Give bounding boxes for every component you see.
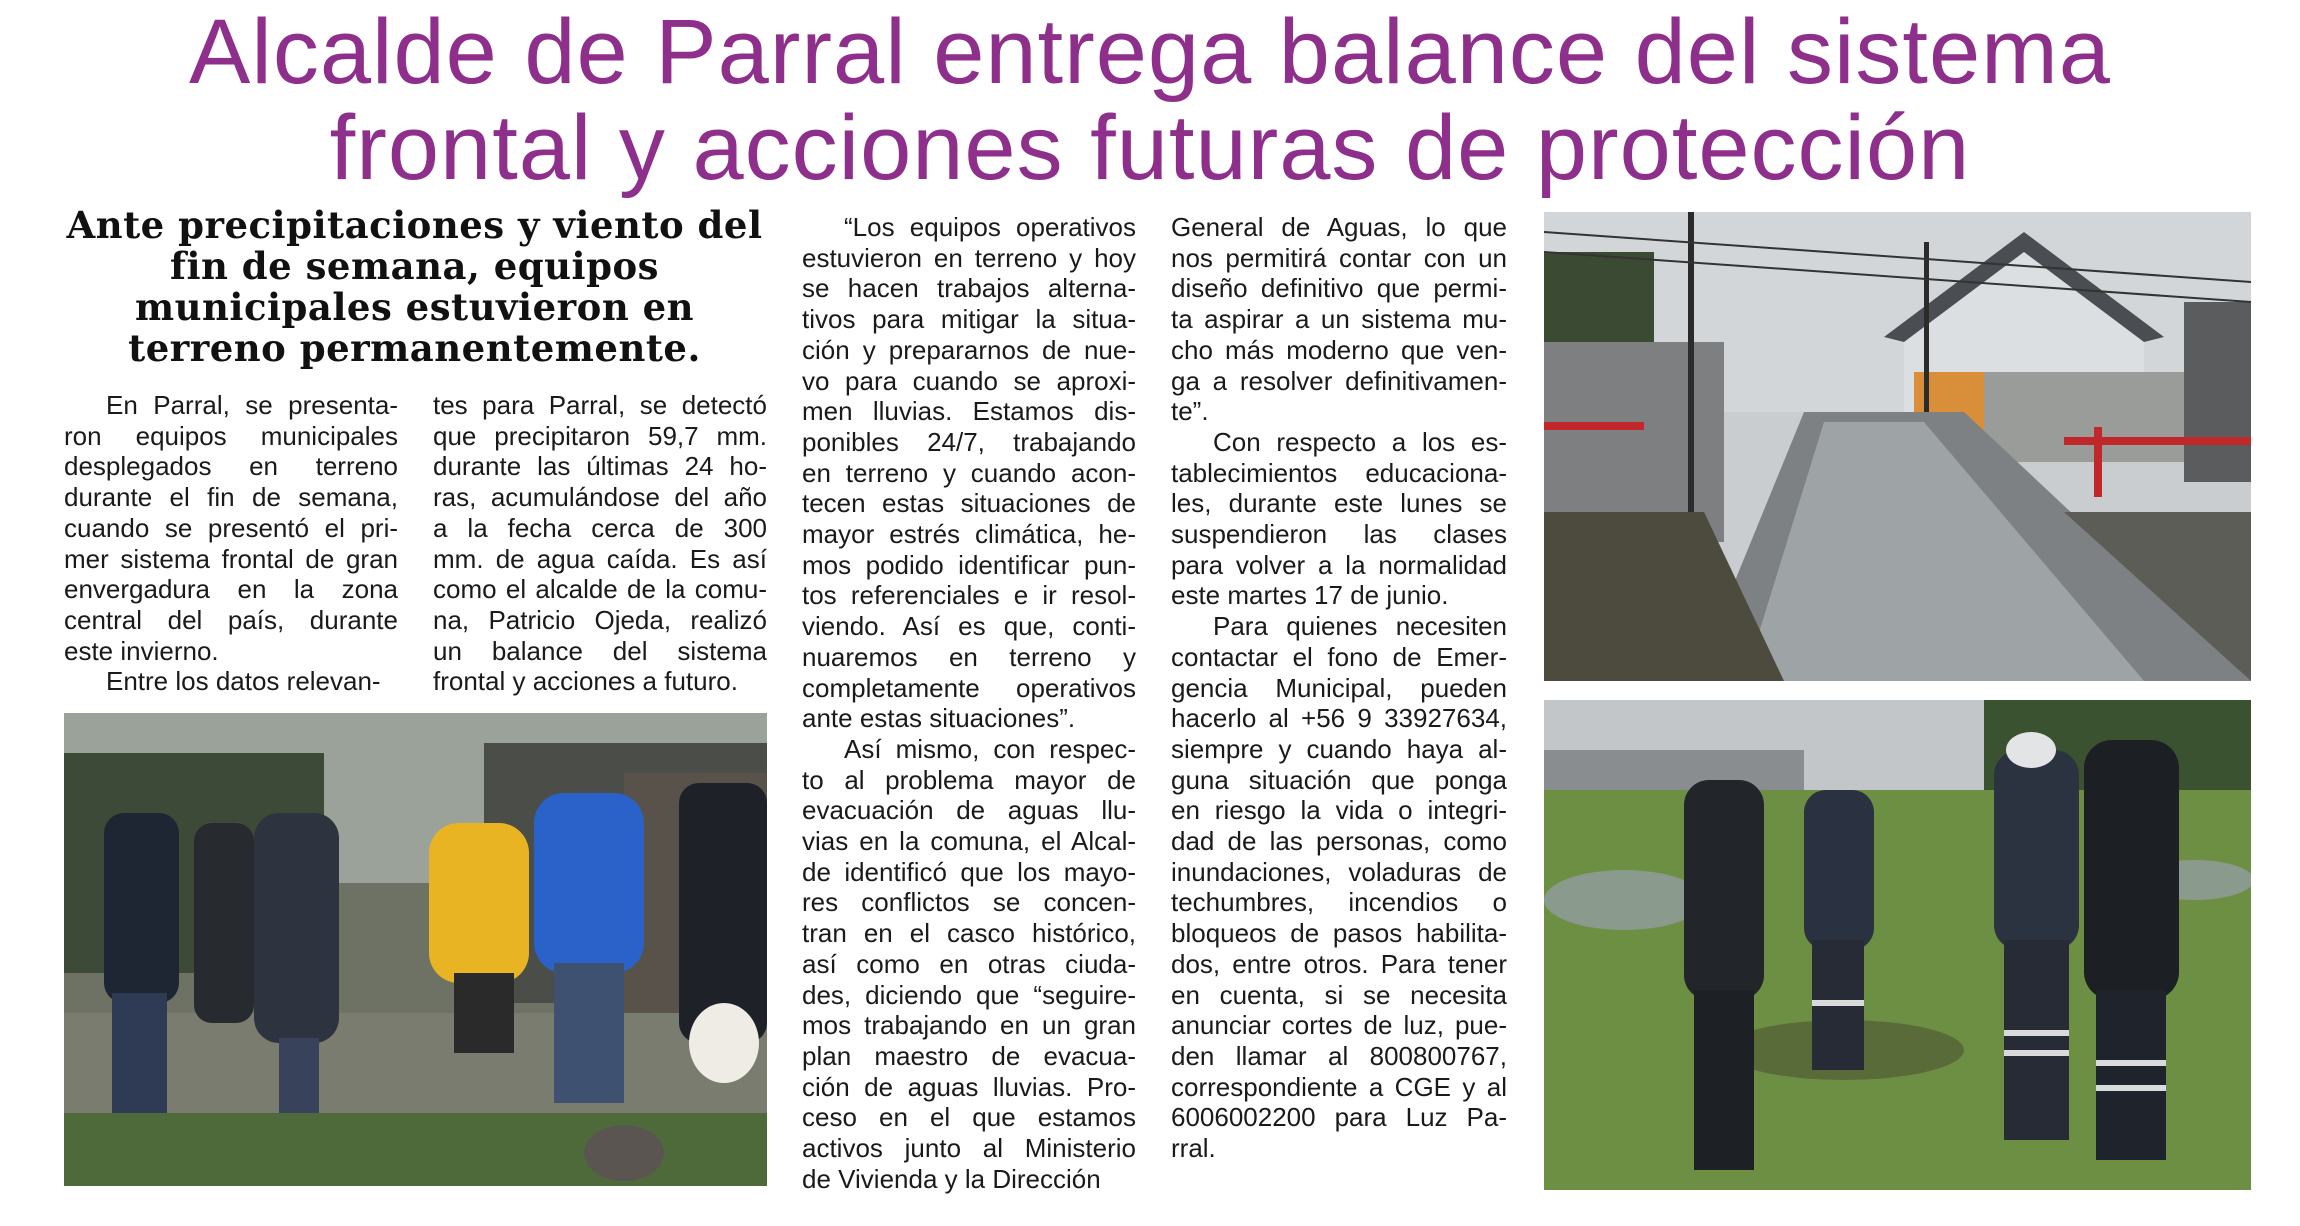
article-text-line: Así mismo, con respec-: [844, 733, 1136, 764]
article-text-line: ción de aguas lluvias. Pro-: [802, 1071, 1136, 1102]
article-text-line: envergadura en la zona: [64, 574, 398, 605]
article-text-line: así como en otras ciuda-: [802, 948, 1136, 979]
subheadline-line-4: terreno permanentemente.: [128, 326, 701, 370]
article-text-line: siempre y cuando haya al-: [1171, 733, 1507, 764]
headline: [0, 1, 2300, 199]
article-text-line: plan maestro de evacua-: [802, 1040, 1136, 1071]
article-text-line: durante el fin de semana,: [64, 482, 398, 513]
article-text-line: suspendieron las clases: [1171, 519, 1507, 550]
article-text-line: mayor estrés climática, he-: [802, 519, 1136, 550]
article-text-line: General de Aguas, lo que: [1171, 212, 1507, 242]
article-text-line: Con respecto a los es-: [1213, 426, 1507, 457]
article-text-line: rral.: [1171, 1133, 1216, 1164]
article-text-line: dad de las personas, como: [1171, 826, 1507, 857]
article-text-line: se hacen trabajos alterna-: [802, 273, 1136, 304]
article-column-4: [1171, 212, 1507, 1164]
article-text-line: tran en el casco histórico,: [802, 918, 1136, 949]
article-text-line: central del país, durante: [64, 604, 398, 635]
article-text-line: contactar el fono de Emer-: [1171, 641, 1507, 672]
article-text-line: completamente operativos: [802, 672, 1136, 703]
article-text-line: que precipitaron 59,7 mm.: [433, 420, 767, 451]
article-text-line: en riesgo la vida o integri-: [1171, 795, 1507, 826]
article-text-line: este martes 17 de junio.: [1171, 580, 1449, 611]
article-text-line: ante estas situaciones”.: [802, 703, 1076, 734]
article-column-2: [433, 390, 767, 697]
article-text-line: na, Patricio Ojeda, realizó: [433, 604, 767, 635]
article-text-line: en cuenta, si se necesita: [1171, 979, 1507, 1010]
article-text-line: te”.: [1171, 396, 1209, 427]
article-text-line: desplegados en terreno: [64, 451, 398, 482]
article-text-line: mer sistema frontal de gran: [64, 543, 398, 574]
article-text-line: este invierno.: [64, 635, 219, 666]
article-text-line: diseño definitivo que permi-: [1171, 273, 1507, 304]
article-text-line: en terreno y cuando acon-: [802, 457, 1136, 488]
article-text-line: tes para Parral, se detectó: [433, 390, 767, 420]
article-text-line: guna situación que ponga: [1171, 764, 1507, 795]
article-text-line: mos podido identificar pun-: [802, 549, 1136, 580]
article-text-line: anunciar cortes de luz, pue-: [1171, 1010, 1507, 1041]
article-text-line: Para quienes necesiten: [1213, 611, 1507, 642]
article-text-line: ción y prepararnos de nue-: [802, 334, 1136, 365]
article-text-line: viendo. Así es que, conti-: [802, 611, 1136, 642]
article-text-line: techumbres, incendios o: [1171, 887, 1507, 918]
article-text-line: res conflictos se concen-: [802, 887, 1136, 918]
article-text-line: ta aspirar a un sistema mu-: [1171, 304, 1507, 335]
article-text-line: nos permitirá contar con un: [1171, 242, 1507, 273]
article-text-line: vo para cuando se aproxi-: [802, 365, 1136, 396]
subheadline-line-1: Ante precipitaciones y viento del: [66, 203, 763, 247]
article-text-line: mm. de agua caída. Es así: [433, 543, 767, 574]
photo-flooded-street: [1544, 212, 2251, 681]
article-text-line: ponibles 24/7, trabajando: [802, 426, 1136, 457]
article-text-line: nuaremos en terreno y: [802, 641, 1136, 672]
article-text-line: evacuación de aguas llu-: [802, 795, 1136, 826]
article-text-line: mos trabajando en un gran: [802, 1010, 1136, 1041]
photo-workers-rain-gear: [64, 713, 767, 1186]
subheadline: [62, 205, 767, 369]
article-text-line: bloqueos de pasos habilita-: [1171, 918, 1507, 949]
article-text-line: activos junto al Ministerio: [802, 1133, 1136, 1164]
article-text-line: frontal y acciones a futuro.: [433, 666, 738, 697]
article-text-line: vias en la comuna, el Alcal-: [802, 826, 1136, 857]
article-text-line: un balance del sistema: [433, 635, 767, 666]
article-text-line: estuvieron en terreno y hoy: [802, 242, 1136, 273]
article-text-line: tecen estas situaciones de: [802, 488, 1136, 519]
article-text-line: men lluvias. Estamos dis-: [802, 396, 1136, 427]
subheadline-line-2: fin de semana, equipos: [170, 244, 659, 288]
headline-line-1: Alcalde de Parral entrega balance del sistema: [189, 1, 2111, 103]
article-text-line: des, diciendo que “seguire-: [802, 979, 1136, 1010]
article-text-line: correspondiente a CGE y al: [1171, 1071, 1507, 1102]
article-text-line: hacerlo al +56 9 33927634,: [1171, 703, 1507, 734]
subheadline-line-3: municipales estuvieron en: [134, 285, 695, 329]
article-text-line: cho más moderno que ven-: [1171, 334, 1507, 365]
article-text-line: ceso en el que estamos: [802, 1102, 1136, 1133]
article-text-line: “Los equipos operativos: [844, 212, 1136, 242]
photo-workers-field: [1544, 700, 2251, 1190]
article-text-line: tos referenciales e ir resol-: [802, 580, 1136, 611]
article-text-line: ron equipos municipales: [64, 420, 398, 451]
article-column-1: [64, 390, 398, 697]
article-text-line: les, durante este lunes se: [1171, 488, 1507, 519]
article-text-line: como el alcalde de la comu-: [433, 574, 767, 605]
article-text-line: den llamar al 800800767,: [1171, 1040, 1507, 1071]
article-text-line: de Vivienda y la Dirección: [802, 1163, 1101, 1194]
article-text-line: cuando se presentó el pri-: [64, 512, 398, 543]
article-text-line: inundaciones, voladuras de: [1171, 856, 1507, 887]
article-text-line: durante las últimas 24 ho-: [433, 451, 767, 482]
article-text-line: para volver a la normalidad: [1171, 549, 1507, 580]
article-text-line: ras, acumulándose del año: [433, 482, 767, 513]
article-text-line: dos, entre otros. Para tener: [1171, 948, 1507, 979]
article-text-line: tivos para mitigar la situa-: [802, 304, 1136, 335]
headline-line-2: frontal y acciones futuras de protección: [329, 97, 1971, 199]
article-text-line: 6006002200 para Luz Pa-: [1171, 1102, 1507, 1133]
article-text-line: tablecimientos educaciona-: [1171, 457, 1507, 488]
article-text-line: Entre los datos relevan-: [106, 666, 381, 697]
article-column-3: [802, 212, 1136, 1195]
article-text-line: ga a resolver definitivamen-: [1171, 365, 1507, 396]
article-text-line: gencia Municipal, pueden: [1171, 672, 1507, 703]
article-text-line: En Parral, se presenta-: [106, 390, 398, 420]
article-text-line: a la fecha cerca de 300: [433, 512, 767, 543]
article-text-line: de identificó que los mayo-: [802, 856, 1136, 887]
article-text-line: to al problema mayor de: [802, 764, 1136, 795]
